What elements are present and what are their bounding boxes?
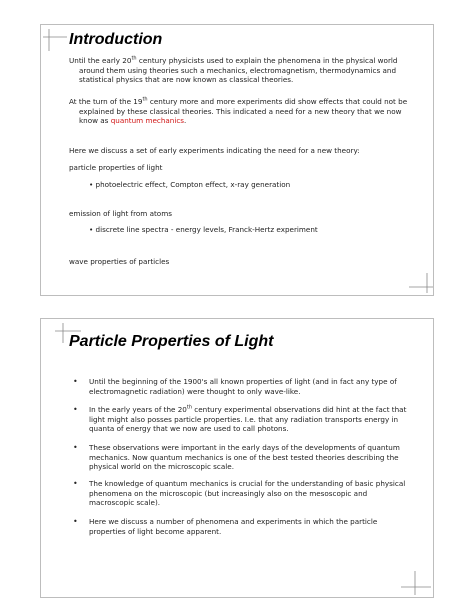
bullet: •: [73, 377, 78, 386]
bullet: •: [73, 443, 78, 452]
slide-particle-properties: [40, 318, 434, 598]
bullet: •: [73, 479, 78, 488]
slide-title: Introduction: [69, 31, 163, 48]
bullet-text-4: The knowledge of quantum mechanics is crucial for the understanding of basic physical phenomena on the microscopic (but increasingly also on the mesoscopic and macroscopic scale).: [89, 479, 406, 508]
item-line-spectra: • discrete line spectra - energy levels, Franck-Hertz experiment: [89, 225, 318, 234]
heading-particle-properties: particle properties of light: [69, 163, 163, 172]
bullet-text-3: These observations were important in the early days of the developments of quantum mechanics. Now quantum mechanics is one of the best tested theories describing the physical world on the microscopic scale.: [89, 443, 400, 472]
bullet-text-2: In the early years of the 20th century experimental observations did hint at the fact that light might also posses particle properties. I.e. that any radiation transports energy in quanta of energy that we now are used to call photons.: [89, 404, 407, 434]
paragraph-classical-theories: Until the early 20th century physicists used to explain the phenomena in the physical world around them using theories such a mechanics, electromagnetism, thermodynamics and statistical physics that are now known as classical theories.: [69, 55, 398, 85]
heading-emission: emission of light from atoms: [69, 209, 172, 218]
slide-introduction: [40, 24, 434, 296]
paragraph-quantum-need: At the turn of the 19th century more and more experiments did show effects that could not be explained by these classical theories. This indicated a need for a new theory that we now know as quantum mechanics.: [69, 96, 408, 126]
quantum-mechanics-highlight: quantum mechanics: [110, 116, 185, 126]
bullet-text-5: Here we discuss a number of phenomena and experiments in which the particle properties of light become apparent.: [89, 517, 378, 536]
bullet: •: [73, 405, 78, 414]
paragraph-experiments-intro: Here we discuss a set of early experiments indicating the need for a new theory:: [69, 146, 360, 155]
bullet: •: [73, 517, 78, 526]
bullet-text-1: Until the beginning of the 1900's all known properties of light (and in fact any type of electromagnetic radiation) were thought to only wave-like.: [89, 377, 397, 396]
slide-title: Particle Properties of Light: [69, 333, 274, 350]
item-photoelectric: • photoelectric effect, Compton effect, x-ray generation: [89, 180, 291, 189]
heading-wave-properties: wave properties of particles: [69, 257, 170, 266]
